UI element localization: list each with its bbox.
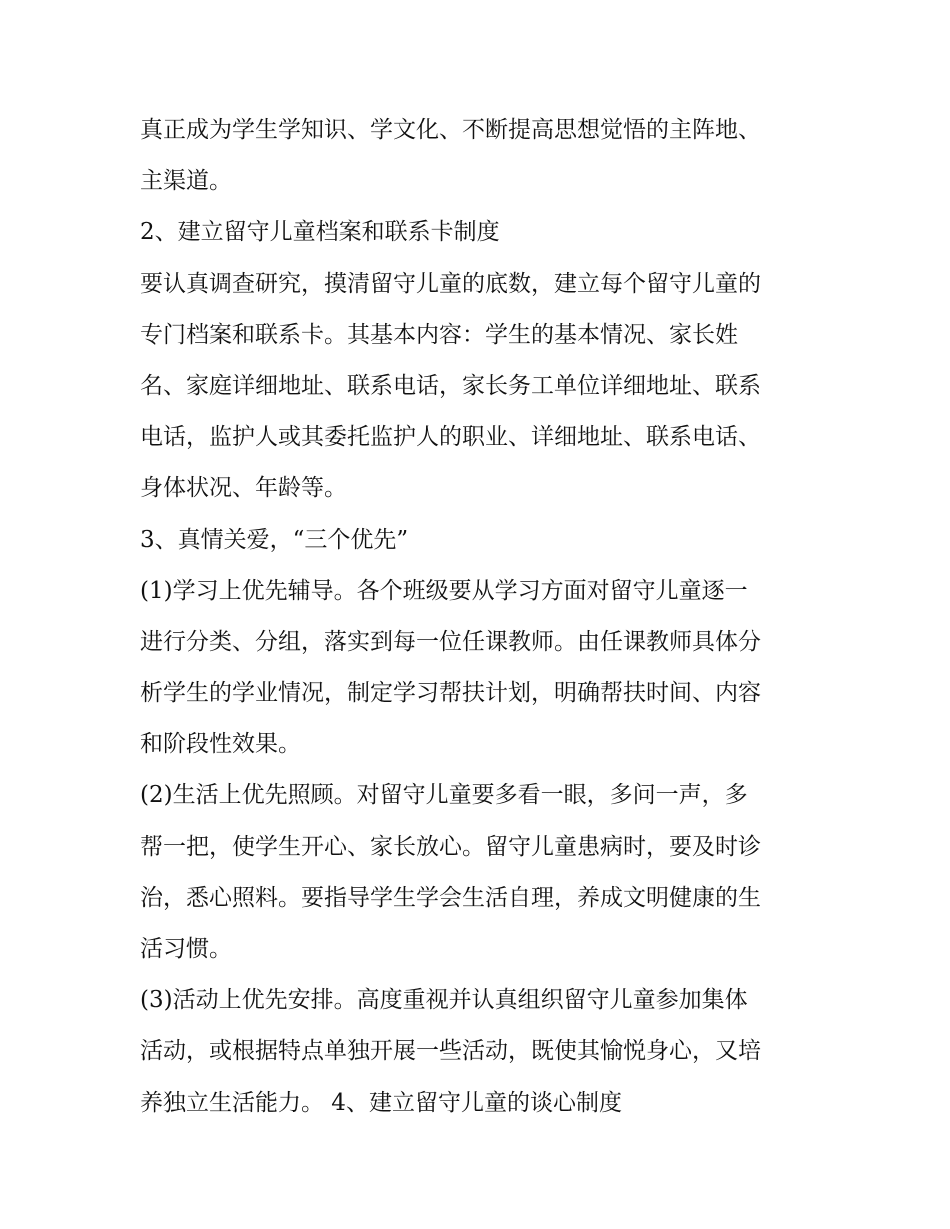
section-heading-2: 2、建立留守儿童档案和联系卡制度 <box>140 219 500 246</box>
text-line: 进行分类、分组，落实到每一位任课教师。由任课教师具体分 <box>140 628 761 655</box>
text-line: (2)生活上优先照顾。对留守儿童要多看一眼，多问一声，多 <box>140 782 748 809</box>
text-line: 活习惯。 <box>140 936 232 962</box>
text-line: 帮一把，使学生开心、家长放心。留守儿童患病时，要及时诊 <box>140 833 761 860</box>
section-heading-3: 3、真情关爱，“三个优先” <box>140 526 409 553</box>
text-line: 真正成为学生学知识、学文化、不断提高思想觉悟的主阵地、 <box>140 117 761 143</box>
text-line: 析学生的学业情况，制定学习帮扶计划，明确帮扶时间、内容 <box>140 680 761 707</box>
text-line: 活动，或根据特点单独开展一些活动，既使其愉悦身心，又培 <box>140 1038 761 1065</box>
document-body <box>140 108 830 1132</box>
text-line: 身体状况、年龄等。 <box>140 475 347 502</box>
text-line: 要认真调查研究，摸清留守儿童的底数，建立每个留守儿童的 <box>140 270 761 297</box>
text-line: (1)学习上优先辅导。各个班级要从学习方面对留守儿童逐一 <box>140 577 748 604</box>
text-line: 电话，监护人或其委托监护人的职业、详细地址、联系电话、 <box>140 424 761 451</box>
text-line: 名、家庭详细地址、联系电话，家长务工单位详细地址、联系 <box>140 372 761 399</box>
text-line: 治，悉心照料。要指导学生学会生活自理，养成文明健康的生 <box>140 884 761 911</box>
text-line: 和阶段性效果。 <box>140 731 301 758</box>
text-line: 专门档案和联系卡。其基本内容：学生的基本情况、家长姓 <box>140 321 738 348</box>
text-line: 主渠道。 <box>140 168 232 195</box>
text-line: (3)活动上优先安排。高度重视并认真组织留守儿童参加集体 <box>140 987 748 1014</box>
text-line: 养独立生活能力。 4、建立留守儿童的谈心制度 <box>140 1089 622 1116</box>
